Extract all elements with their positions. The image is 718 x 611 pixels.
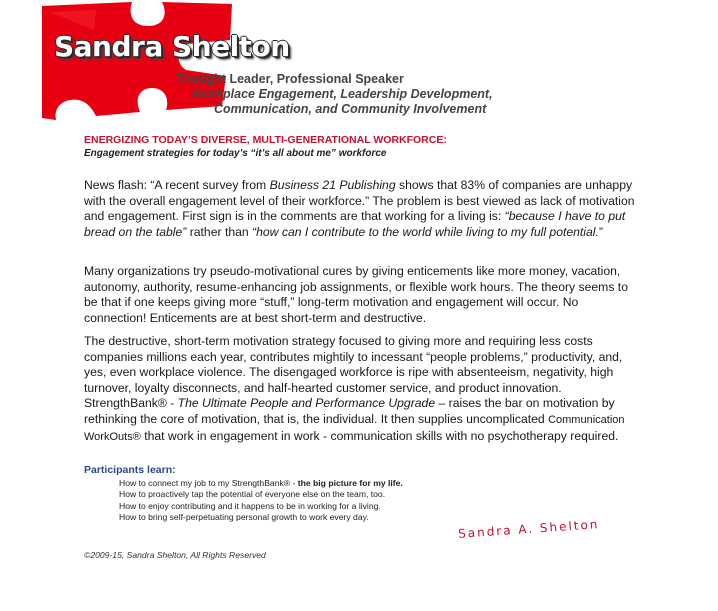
list-item: How to enjoy contributing and it happens to be in working for a living. [119,500,381,511]
tagline-title: Thought Leader, Professional Speaker [176,72,404,86]
subheadline: Engagement strategies for today’s “it’s all about me” workforce [84,148,387,159]
participants-learn-list [119,478,403,524]
participants-learn-heading: Participants learn: [84,464,176,476]
headline: ENERGIZING TODAY’S DIVERSE, MULTI-GENERATIONAL WORKFORCE: [84,134,447,146]
list-item: How to bring self-perpetuating personal growth to work every day. [119,512,369,523]
list-item: How to proactively tap the potential of everyone else on the team, too. [119,489,386,500]
brand-name: Sandra Shelton [54,30,290,63]
tagline-topics-2: Communication, and Community Involvement [214,102,487,116]
list-item: How to connect my job to my StrengthBank® - the big picture for my life. [119,478,403,488]
paragraph-enticements: Many organizations try pseudo-motivational cures by giving enticements like more money, vacation, autonomy, authority, resume-enhancing job assignments, or flexible work hours. The theory seems to be that if one keeps giving more “stuff,” long-term motivation and engagement will occur. No connection! Enticements are at best short-term and destructive. [84,264,628,325]
copyright-notice: ©2009-15, Sandra Shelton, All Rights Reserved [84,550,266,560]
paragraph-strengthbank: The destructive, short-term motivation strategy focused to giving more and requiring less costs companies millions each year, contributes mightily to incessant “people problems,” productivity, and, yes, even workplace violence. The disengaged workforce is ripe with absenteeism, negativity, high turnover, loyalty disconnects, and half-hearted customer service, and product innovation. StrengthBank® - The Ultimate People and Performance Upgrade – raises the bar on motivation by rethinking the core of motivation, that is, the individual. It then supplies uncomplicated Communication WorkOuts® that work in engagement in work - communication skills with no psychotherapy required. [84,334,625,443]
tagline-topics-1: Workplace Engagement, Leadership Development, [192,87,493,101]
signature: Sandra A. Shelton [457,517,600,541]
paragraph-news-flash: News flash: “A recent survey from Business 21 Publishing shows that 83% of companies are unhappy with the overall engagement level of their workforce.” The problem is best viewed as lack of motivation and engagement. First sign is in the comments are that working for a living is: “because I have to put bread on the table” rather than “how can I contribute to the world while living to my full potential.” [84,178,635,239]
